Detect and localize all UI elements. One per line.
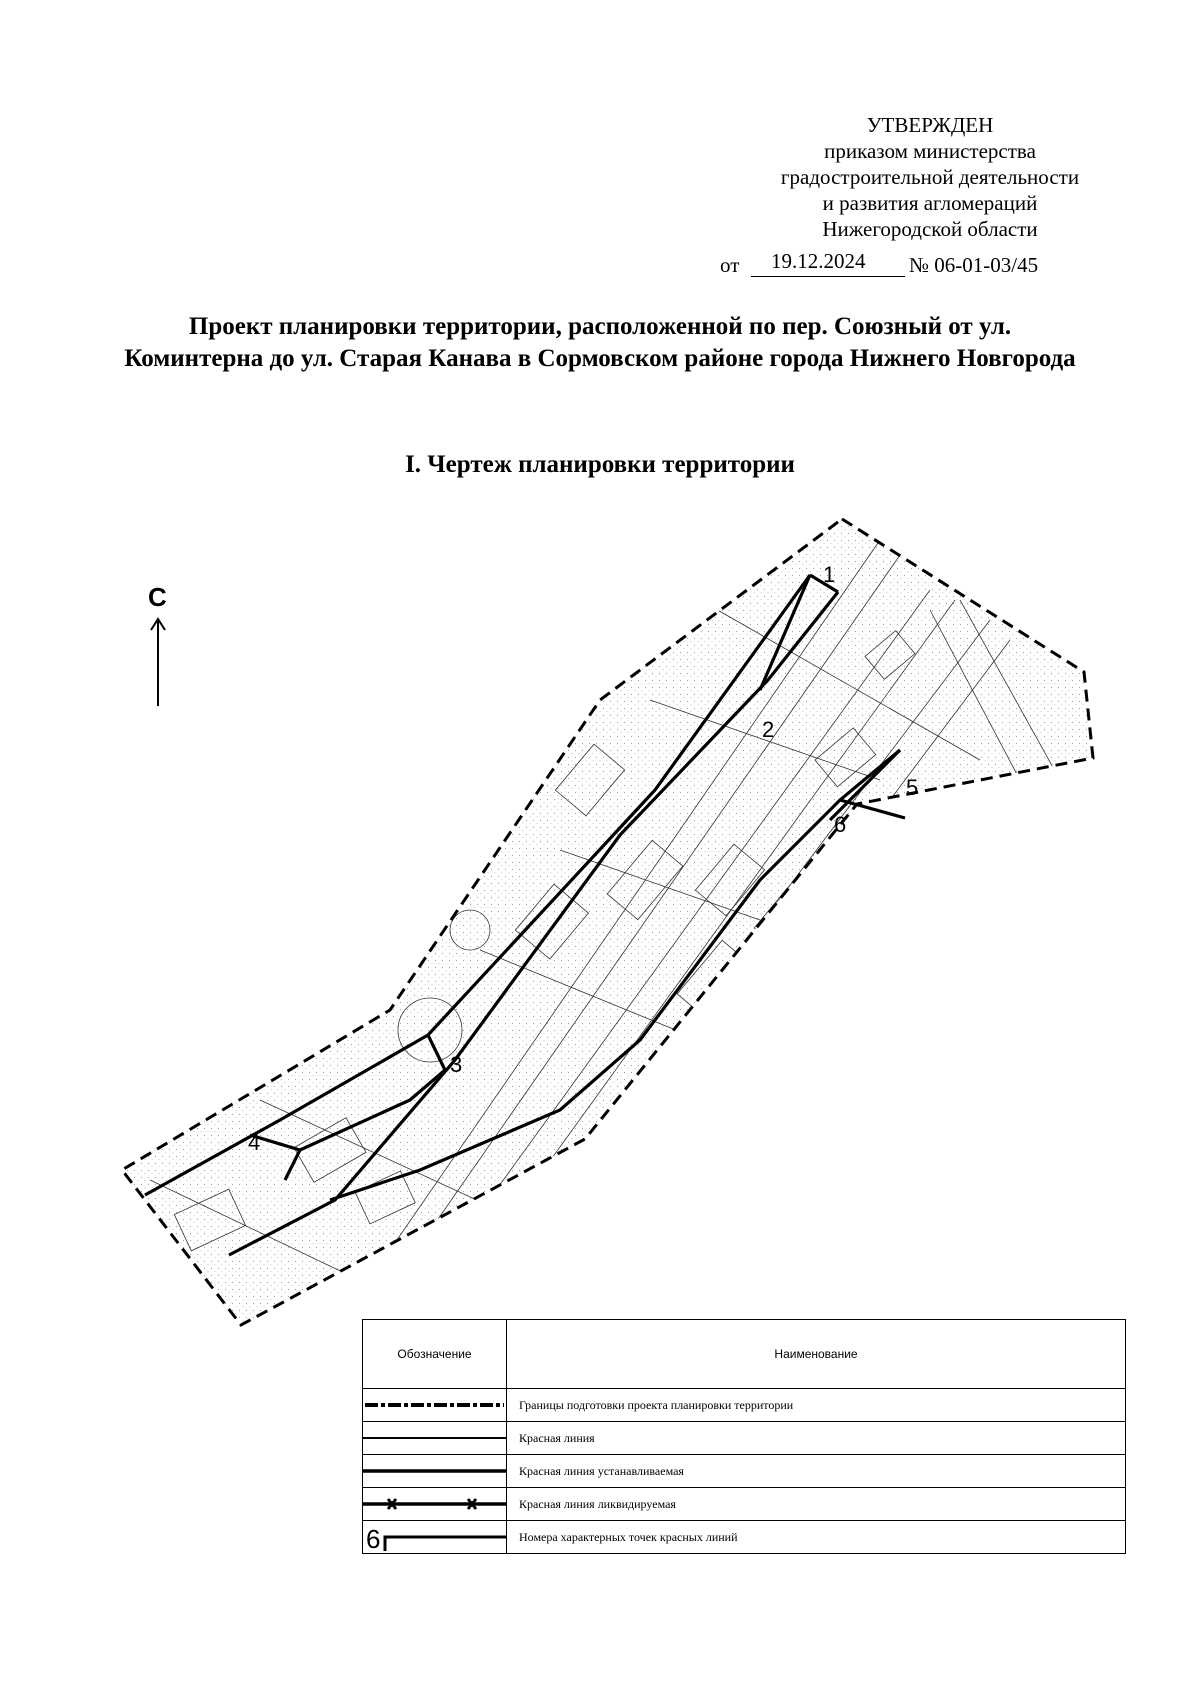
legend-header-row <box>363 1320 1126 1389</box>
legend-row <box>363 1389 1126 1422</box>
legend-symbol-boundary <box>363 1389 507 1422</box>
north-label: С <box>148 582 167 612</box>
approval-line: Нижегородской области <box>822 217 1038 241</box>
approval-line: приказом министерства <box>824 139 1036 163</box>
legend-row <box>363 1455 1126 1488</box>
legend-symbol-point-number <box>363 1521 507 1554</box>
legend-name: Красная линия <box>507 1422 1126 1455</box>
legend-row <box>363 1422 1126 1455</box>
legend-symbol-red-line-established <box>363 1455 507 1488</box>
document-title: Проект планировки территории, расположенной по пер. Союзный от ул. Коминтерна до ул. Старая Канава в Сормовском районе города Нижнего Новгорода <box>124 313 1076 372</box>
approval-line: градостроительной деятельности <box>780 165 1080 189</box>
from-label: от <box>720 253 740 277</box>
point-label-2: 2 <box>762 717 775 742</box>
legend-col-symbol: Обозначение <box>363 1320 507 1389</box>
point-label-6: 6 <box>834 812 847 837</box>
point-label-1: 1 <box>823 562 836 587</box>
legend-row <box>363 1488 1126 1521</box>
legend-col-name: Наименование <box>507 1320 1126 1389</box>
territory-fill <box>122 519 1093 1325</box>
legend-name: Номера характерных точек красных линий <box>507 1521 1126 1554</box>
legend-symbol-text: 6 <box>366 1524 381 1553</box>
order-number: № 06-01-03/45 <box>909 253 1039 277</box>
legend-name: Красная линия ликвидируемая <box>507 1488 1126 1521</box>
legend-row <box>363 1521 1126 1554</box>
approval-heading: УТВЕРЖДЕН <box>866 113 994 137</box>
legend-name: Границы подготовки проекта планировки территории <box>507 1389 1126 1422</box>
point-label-4: 4 <box>248 1130 261 1155</box>
section-title: I. Чертеж планировки территории <box>405 451 795 478</box>
approval-line: и развития агломераций <box>822 191 1038 215</box>
date-value: 19.12.2024 <box>771 249 866 273</box>
legend-name: Красная линия устанавливаемая <box>507 1455 1126 1488</box>
point-label-5: 5 <box>906 775 919 800</box>
legend-table <box>362 1319 1126 1554</box>
point-label-3: 3 <box>450 1052 463 1077</box>
legend-symbol-red-line-liquidated <box>363 1488 507 1521</box>
legend-symbol-red-line <box>363 1422 507 1455</box>
